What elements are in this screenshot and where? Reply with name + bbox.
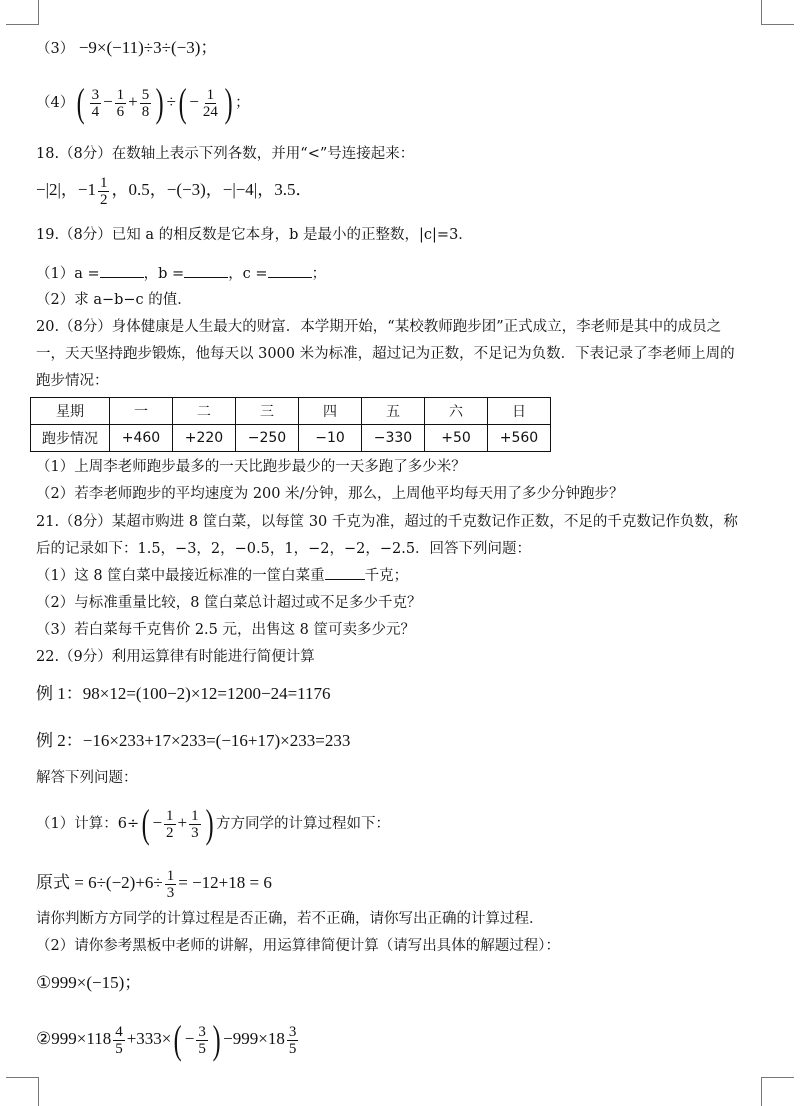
fraction: $\frac{1}{2}$ bbox=[166, 807, 174, 841]
question-22-sub2: （2）请你参考黑板中老师的讲解，用运算律简便计算（请写出具体的解题过程）： bbox=[36, 938, 560, 954]
question-20-sub1: （1）上周李老师跑步最多的一天比跑步最少的一天多跑了多少米？ bbox=[36, 459, 466, 475]
question-20-line1: 20.（8分）身体健康是人生最大的财富．本学期开始，“某校教师跑步团”正式成立，李老师是其中的成员之 bbox=[36, 319, 722, 335]
table-cell: −10 bbox=[299, 425, 362, 452]
crop-mark-top-right bbox=[761, 0, 794, 25]
table-row bbox=[31, 425, 551, 452]
question-21-sub2: （2）与标准重量比较，8 筐白菜总计超过或不足多少千克？ bbox=[36, 595, 422, 611]
problem-17-4: （4）( $\frac{3}{4}$ − $\frac{1}{6}$ + $\frac{5}{8}$ ) ÷( − $\frac{1}{24}$ ) ； bbox=[36, 80, 250, 125]
table-cell: 五 bbox=[362, 398, 425, 425]
item-number: （4） bbox=[36, 95, 75, 111]
answer-prompt: 解答下列问题： bbox=[36, 770, 138, 786]
table-cell: 三 bbox=[236, 398, 299, 425]
question-20-sub2: （2）若李老师跑步的平均速度为 200 米/分钟，那么，上周他平均每天用了多少分钟跑步？ bbox=[36, 486, 624, 502]
table-cell: −250 bbox=[236, 425, 299, 452]
example-2: 例 2：−16×233+17×233=(−16+17)×233=233 bbox=[36, 731, 351, 750]
question-19-sub1: （1）a = ，b = ，c = ； bbox=[36, 263, 772, 285]
table-cell: 星期 bbox=[31, 398, 110, 425]
crop-mark-top-left bbox=[6, 0, 39, 25]
question-18-numbers: −|2|，−1 $\frac{1}{2}$ ，0.5，−(−3)，−|−4|，3.5． bbox=[36, 174, 313, 208]
table-cell: 跑步情况 bbox=[31, 425, 110, 452]
question-19-title: 19.（8分）已知 a 的相反数是它本身，b 是最小的正整数，|c|=3． bbox=[36, 227, 473, 243]
question-20-line2: 一，天天坚持跑步锻炼，他每天以 3000 米为标准，超过记为正数，不足记为负数．下表记录了李老师上周的 bbox=[36, 346, 735, 362]
calc-2: ②999×118 $\frac{4}{5}$ +333×( − $\frac{3}{5}$ ) −999×18 $\frac{3}{5}$ bbox=[36, 1017, 297, 1062]
item-number: （3） bbox=[36, 41, 75, 57]
problem-17-3 bbox=[36, 37, 772, 60]
original-solution: 原式 = 6÷(−2)+6÷ $\frac{1}{3}$ = −12+18 = 6 bbox=[36, 867, 272, 901]
fraction: $\frac{4}{5}$ bbox=[115, 1023, 123, 1057]
fraction: $\frac{1}{3}$ bbox=[191, 807, 199, 841]
question-20-line3: 跑步情况： bbox=[36, 373, 109, 389]
question-19-sub2: （2）求 a−b−c 的值． bbox=[36, 292, 192, 308]
question-21-line2: 后的记录如下：1.5，−3，2，−0.5，1，−2，−2，−2.5．回答下列问题： bbox=[36, 541, 532, 557]
running-table bbox=[30, 397, 551, 452]
blank-a[interactable] bbox=[100, 263, 144, 278]
table-cell: 四 bbox=[299, 398, 362, 425]
table-cell: +460 bbox=[110, 425, 173, 452]
example-1: 例 1：98×12=(100−2)×12=1200−24=1176 bbox=[36, 684, 331, 703]
fraction: $\frac{1}{24}$ bbox=[202, 86, 218, 120]
blank-c[interactable] bbox=[268, 263, 312, 278]
blank-weight[interactable] bbox=[325, 565, 365, 580]
fraction: $\frac{1}{6}$ bbox=[116, 86, 125, 120]
table-cell: 六 bbox=[425, 398, 488, 425]
question-21-line1: 21.（8分）某超市购进 8 筐白菜，以每筐 30 千克为准，超过的千克数记作正数，不足的千克数记作负数，称 bbox=[36, 514, 738, 530]
question-21-sub1: （1）这 8 筐白菜中最接近标准的一筐白菜重 千克； bbox=[36, 565, 772, 587]
fraction: $\frac{3}{4}$ bbox=[91, 86, 100, 120]
fraction: $\frac{5}{8}$ bbox=[141, 86, 150, 120]
table-header-row bbox=[31, 398, 551, 425]
table-cell: +560 bbox=[488, 425, 551, 452]
expression: −9×(−11)÷3÷(−3)； bbox=[78, 38, 218, 57]
table-cell: 日 bbox=[488, 398, 551, 425]
fraction: $\frac{1}{2}$ bbox=[99, 174, 108, 208]
judge-text: 请你判断方方同学的计算过程是否正确，若不正确，请你写出正确的计算过程． bbox=[36, 911, 544, 927]
question-22-title: 22.（9分）利用运算律有时能进行简便计算 bbox=[36, 649, 315, 665]
question-21-sub3: （3）若白菜每千克售价 2.5 元，出售这 8 筐可卖多少元？ bbox=[36, 622, 415, 638]
table-cell: 一 bbox=[110, 398, 173, 425]
table-cell: −330 bbox=[362, 425, 425, 452]
fraction: $\frac{1}{3}$ bbox=[166, 867, 175, 901]
fraction: $\frac{3}{5}$ bbox=[198, 1023, 206, 1057]
table-cell: 二 bbox=[173, 398, 236, 425]
question-18-title: 18.（8分）在数轴上表示下列各数，并用“<”号连接起来： bbox=[36, 146, 415, 162]
blank-b[interactable] bbox=[184, 263, 228, 278]
table-cell: +220 bbox=[173, 425, 236, 452]
question-22-sub1: （1）计算：6÷( − $\frac{1}{2}$ + $\frac{1}{3}$ ) 方方同学的计算过程如下： bbox=[36, 801, 390, 846]
table-cell: +50 bbox=[425, 425, 488, 452]
fraction: $\frac{3}{5}$ bbox=[288, 1023, 297, 1057]
calc-1: ①999×(−15)； bbox=[36, 973, 142, 992]
